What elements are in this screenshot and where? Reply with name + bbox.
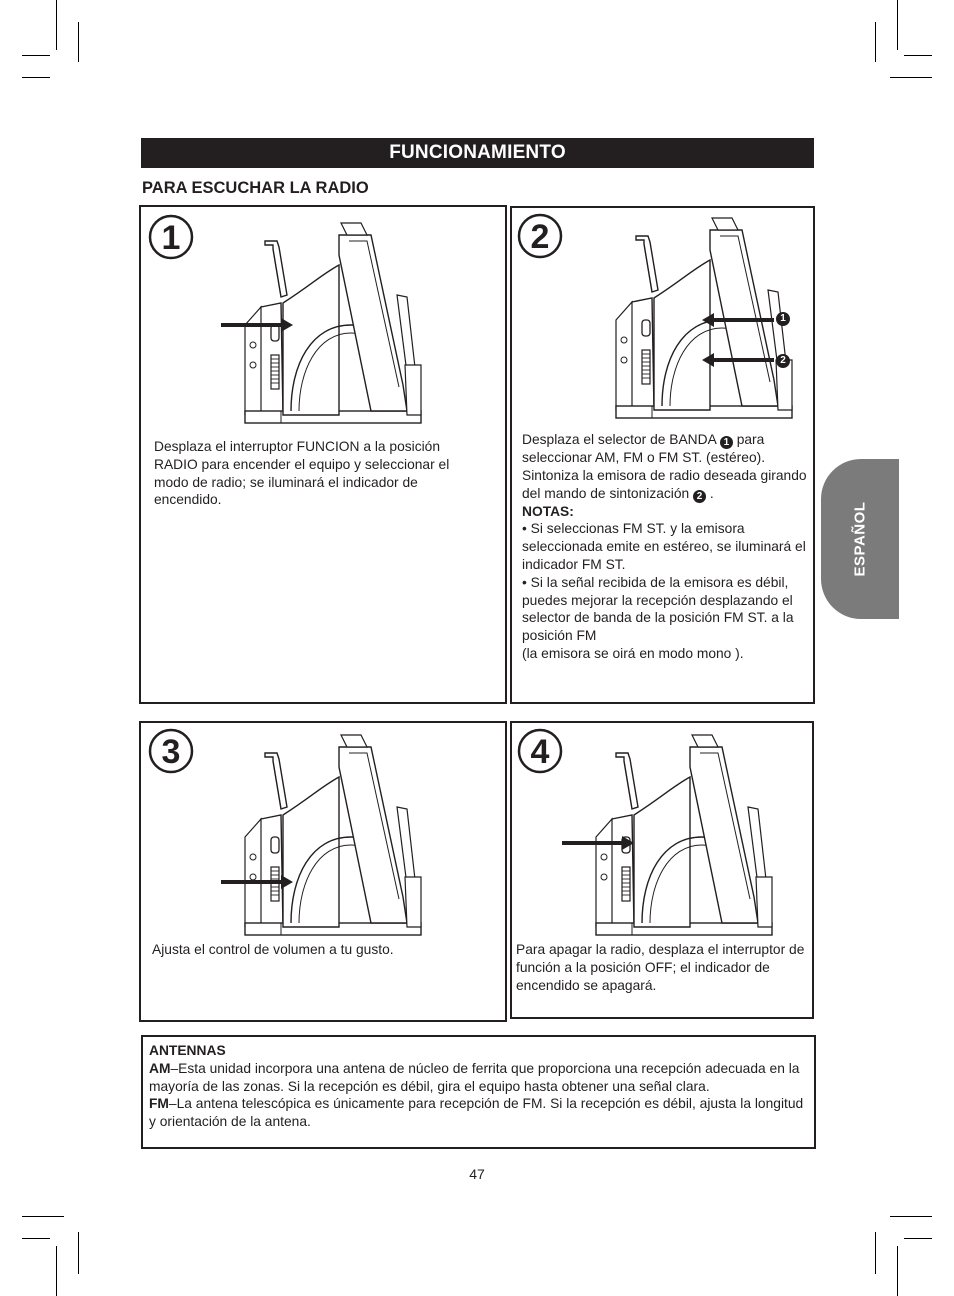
- language-tab-label: ESPAÑOL: [851, 501, 869, 577]
- step-panel-2: [510, 206, 815, 704]
- crop-mark: [78, 22, 79, 62]
- crop-mark: [22, 1216, 64, 1217]
- callout-band-selector: 1: [776, 312, 790, 326]
- antenna-am-paragraph: AM–Esta unidad incorpora una antena de núcleo de ferrita que proporciona una recepción adecuada en la mayoría de las zonas. Si la recepción es débil, gira el equipo hasta obtener una señal clara.: [149, 1060, 800, 1094]
- language-tab: [821, 459, 899, 619]
- crop-mark: [904, 55, 932, 56]
- crop-mark: [875, 22, 876, 62]
- crop-mark: [22, 77, 50, 78]
- crop-mark: [890, 77, 932, 78]
- callout-inline-2: 2: [693, 490, 706, 503]
- crop-mark: [875, 1232, 876, 1274]
- step-2-instructions: Desplaza el selector de BANDA 1 para seleccionar AM, FM o FM ST. (estéreo). Sintoniza la emisora de radio deseada girando del mando de sintonización 2 . NOTAS: • Si seleccionas FM ST. y la emisora seleccionada emite en estéreo, se iluminará el indicador FM ST. • Si la señal recibida de la emisora es débil, puedes mejorar la recepción desplazando el selector de banda de la posición FM ST. a la posición FM (la emisora se oirá en modo mono ).: [522, 432, 807, 661]
- note-2: • Si la señal recibida de la emisora es débil, puedes mejorar la recepción desplazando el selector de banda de la posición FM ST. a la posición FM (la emisora se oirá en modo mono ).: [522, 574, 794, 661]
- step-number-3-icon: [147, 727, 195, 775]
- page-title: FUNCIONAMIENTO: [141, 138, 814, 168]
- svg-text:2: 2: [530, 218, 550, 256]
- callout-inline-1: 1: [720, 436, 733, 449]
- step-number-1-icon: [147, 213, 195, 261]
- radio-device-illustration: [221, 727, 441, 942]
- crop-mark: [897, 0, 898, 50]
- step-number-2-icon: [516, 212, 564, 260]
- step-1-instructions: Desplaza el interruptor FUNCION a la posición RADIO para encender el equipo y seleccionar el modo de radio; se iluminará el indicador de encendido.: [154, 439, 450, 508]
- callout-tuning-dial: 2: [776, 354, 790, 368]
- radio-device-illustration: [572, 210, 832, 425]
- step-panel-3: [139, 721, 507, 1022]
- step-3-instructions: Ajusta el control de volumen a tu gusto.: [152, 942, 394, 957]
- crop-mark: [56, 1246, 57, 1296]
- radio-device-illustration: [562, 727, 792, 942]
- crop-mark: [22, 55, 50, 56]
- page-number: 47: [469, 1166, 485, 1182]
- step-panel-4: [510, 721, 814, 1019]
- crop-mark: [904, 1238, 932, 1239]
- section-title: PARA ESCUCHAR LA RADIO: [142, 179, 369, 197]
- crop-mark: [890, 1216, 932, 1217]
- step-number-4-icon: [516, 727, 564, 775]
- notes-label: NOTAS:: [522, 503, 574, 519]
- antennas-info-box: [141, 1035, 816, 1149]
- antenna-fm-paragraph: FM–La antena telescópica es únicamente para recepción de FM. Si la recepción es débil, ajusta la longitud y orientación de la antena.: [149, 1096, 804, 1130]
- antennas-title: ANTENNAS: [149, 1043, 226, 1058]
- svg-text:3: 3: [161, 733, 181, 771]
- step-4-instructions: Para apagar la radio, desplaza el interruptor de función a la posición OFF; el indicador de encendido se apagará.: [516, 942, 805, 993]
- crop-mark: [897, 1246, 898, 1296]
- svg-text:4: 4: [530, 733, 550, 771]
- radio-device-illustration: [221, 215, 441, 430]
- crop-mark: [22, 1238, 50, 1239]
- svg-text:1: 1: [161, 219, 181, 257]
- crop-mark: [78, 1232, 79, 1274]
- crop-mark: [56, 0, 57, 50]
- note-1: • Si seleccionas FM ST. y la emisora seleccionada emite en estéreo, se iluminará el indicador FM ST.: [522, 521, 806, 572]
- step-panel-1: [139, 205, 507, 704]
